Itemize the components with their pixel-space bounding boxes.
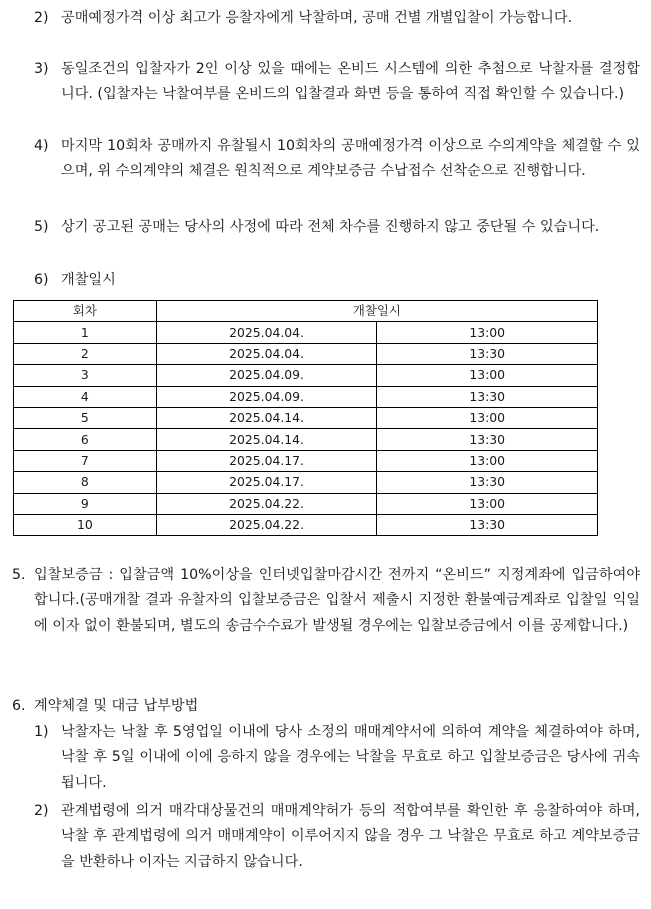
item-number: 3) [34, 61, 49, 77]
table-row [14, 365, 598, 386]
item-text: 동일조건의 입찰자가 2인 이상 있을 때에는 온비드 시스템에 의한 추첨으로 낙찰자를 결정합니다. (입찰자는 낙찰여부를 온비드의 입찰결과 화면 등을 통하여 직접 확인할 수 있습니다.) [61, 61, 640, 103]
table-row [14, 429, 598, 450]
round-cell: 5 [14, 407, 157, 428]
section-6-item-2 [34, 799, 640, 875]
table-row [14, 343, 598, 364]
section-number: 6. [12, 698, 26, 714]
item-number: 2) [34, 803, 49, 819]
time-cell: 13:30 [377, 386, 598, 407]
table-row [14, 450, 598, 471]
round-cell: 10 [14, 514, 157, 535]
date-cell: 2025.04.17. [156, 472, 377, 493]
table-row [14, 472, 598, 493]
section-number: 5. [12, 567, 26, 583]
item-number: 5) [34, 219, 49, 235]
list-item-6 [34, 268, 640, 293]
round-cell: 4 [14, 386, 157, 407]
round-cell: 6 [14, 429, 157, 450]
section-6-heading [12, 694, 640, 719]
time-cell: 13:30 [377, 514, 598, 535]
list-item-4 [34, 134, 640, 185]
item-number: 1) [34, 724, 49, 740]
table-row [14, 407, 598, 428]
date-cell: 2025.04.14. [156, 429, 377, 450]
time-cell: 13:30 [377, 429, 598, 450]
time-cell: 13:30 [377, 343, 598, 364]
table-row [14, 493, 598, 514]
time-cell: 13:00 [377, 407, 598, 428]
time-cell: 13:00 [377, 450, 598, 471]
date-cell: 2025.04.04. [156, 322, 377, 343]
date-cell: 2025.04.22. [156, 493, 377, 514]
section-5 [12, 563, 640, 639]
date-cell: 2025.04.17. [156, 450, 377, 471]
table-row [14, 514, 598, 535]
item-number: 4) [34, 138, 49, 154]
section-text: 입찰보증금 : 입찰금액 10%이상을 인터넷입찰마감시간 전까지 “온비드” 지정계좌에 입금하여야 합니다.(공매개찰 결과 유찰자의 입찰보증금은 입찰서 제출시 지정한 환불예금계좌로 입찰일 익일에 이자 없이 환불되며, 별도의 송금수수료가 발생될 경우에는 입찰보증금에서 이를 공제합니다.) [34, 567, 640, 634]
item-text: 마지막 10회차 공매까지 유찰될시 10회차의 공매예정가격 이상으로 수의계약을 체결할 수 있으며, 위 수의계약의 체결은 원칙적으로 계약보증금 수납접수 선착순으로 진행합니다. [61, 138, 640, 180]
section-6-item-1 [34, 720, 640, 796]
time-cell: 13:30 [377, 472, 598, 493]
round-cell: 9 [14, 493, 157, 514]
item-text: 개찰일시 [61, 272, 116, 288]
table-header-row [14, 301, 598, 322]
schedule-table [13, 300, 598, 536]
date-cell: 2025.04.09. [156, 365, 377, 386]
table-row [14, 322, 598, 343]
item-number: 2) [34, 10, 49, 26]
header-round: 회차 [14, 301, 157, 322]
round-cell: 3 [14, 365, 157, 386]
list-item-2 [34, 6, 640, 31]
date-cell: 2025.04.14. [156, 407, 377, 428]
round-cell: 2 [14, 343, 157, 364]
date-cell: 2025.04.22. [156, 514, 377, 535]
item-number: 6) [34, 272, 49, 288]
item-text: 상기 공고된 공매는 당사의 사정에 따라 전체 차수를 진행하지 않고 중단될 수 있습니다. [61, 219, 600, 235]
header-datetime: 개찰일시 [156, 301, 597, 322]
time-cell: 13:00 [377, 365, 598, 386]
item-text: 관계법령에 의거 매각대상물건의 매매계약허가 등의 적합여부를 확인한 후 응찰하여야 하며, 낙찰 후 관계법령에 의거 매매계약이 이루어지지 않을 경우 그 낙찰은 무효로 하고 계약보증금을 반환하나 이자는 지급하지 않습니다. [61, 803, 640, 870]
table-row [14, 386, 598, 407]
section-title: 계약체결 및 대금 납부방법 [34, 698, 199, 714]
item-text: 낙찰자는 낙찰 후 5영업일 이내에 당사 소정의 매매계약서에 의하여 계약을 체결하여야 하며, 낙찰 후 5일 이내에 이에 응하지 않을 경우에는 낙찰을 무효로 하고 입찰보증금은 당사에 귀속됩니다. [61, 724, 640, 791]
item-text: 공매예정가격 이상 최고가 응찰자에게 낙찰하며, 공매 건별 개별입찰이 가능합니다. [61, 10, 573, 26]
date-cell: 2025.04.09. [156, 386, 377, 407]
round-cell: 7 [14, 450, 157, 471]
time-cell: 13:00 [377, 493, 598, 514]
list-item-5 [34, 215, 640, 240]
round-cell: 1 [14, 322, 157, 343]
time-cell: 13:00 [377, 322, 598, 343]
date-cell: 2025.04.04. [156, 343, 377, 364]
list-item-3 [34, 57, 640, 108]
round-cell: 8 [14, 472, 157, 493]
